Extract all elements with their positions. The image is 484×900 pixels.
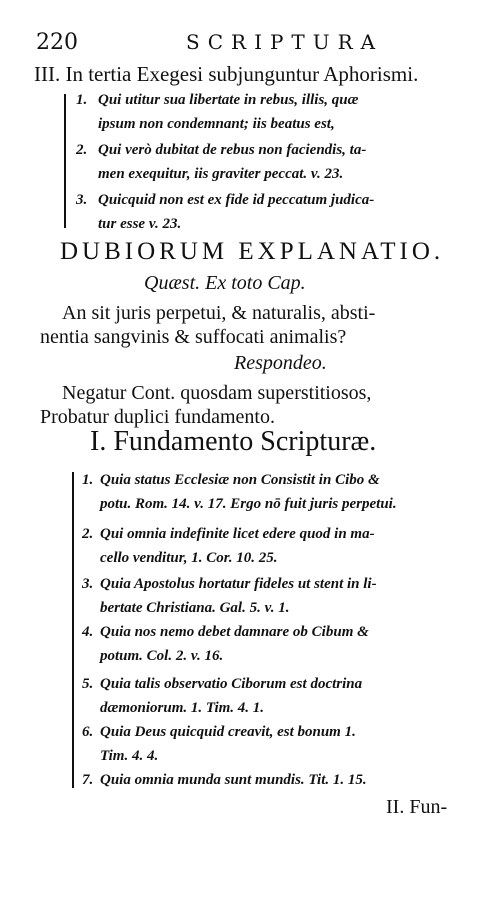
quaestio-heading: Quæst. Ex toto Cap.	[144, 272, 306, 294]
reason-6-line-2: Tim. 4. 4.	[100, 748, 159, 764]
reason-1-line-2: potu. Rom. 14. v. 17. Ergo nō fuit juris perpetui.	[100, 496, 397, 512]
page-header	[36, 30, 472, 58]
intro-line: III. In tertia Exegesi subjunguntur Aphorismi.	[34, 62, 419, 86]
aphorism-brace	[64, 94, 66, 228]
reason-5-line-1: Quia talis observatio Ciborum est doctrina	[100, 676, 363, 692]
fundamentum-heading: I. Fundamento Scripturæ.	[90, 426, 377, 457]
reason-5-number: 5.	[82, 676, 94, 692]
aphorism-2-line-2: men exequitur, iis graviter peccat. v. 23.	[98, 166, 344, 182]
catchword: II. Fun-	[386, 796, 448, 818]
aphorism-3-line-2: tur esse v. 23.	[98, 216, 182, 232]
reason-4-line-1: Quia nos nemo debet damnare ob Cibum &	[100, 624, 369, 640]
reason-7-number: 7.	[82, 772, 94, 788]
aphorism-2-line-1: Qui verò dubitat de rebus non faciendis, ta-	[98, 142, 367, 158]
reason-7-line-1: Quia omnia munda sunt mundis. Tit. 1. 15.	[100, 772, 367, 788]
answer-line-1: Negatur Cont. quosdam superstitiosos,	[62, 382, 372, 404]
aphorism-3-line-1: Quicquid non est ex fide id peccatum judica-	[98, 192, 375, 208]
reason-3-number: 3.	[82, 576, 94, 592]
running-title: SCRIPTURA	[186, 30, 384, 54]
reason-4-number: 4.	[82, 624, 94, 640]
reason-1-line-1: Quia status Ecclesiæ non Consistit in Cibo &	[100, 472, 380, 488]
reason-4-line-2: potum. Col. 2. v. 16.	[100, 648, 224, 664]
aphorism-1-line-1: Qui utitur sua libertate in rebus, illis, quæ	[98, 92, 359, 108]
aphorism-1-number: 1.	[76, 92, 88, 108]
question-line-2: nentia sangvinis & suffocati animalis?	[40, 326, 347, 348]
reasons-brace	[72, 472, 74, 788]
reason-6-number: 6.	[82, 724, 94, 740]
answer-line-2: Probatur duplici fundamento.	[40, 406, 275, 428]
page-number: 220	[36, 30, 78, 55]
question-line-1: An sit juris perpetui, & naturalis, absti-	[62, 302, 376, 324]
aphorism-1-line-2: ipsum non condemnant; iis beatus est,	[98, 116, 335, 132]
reason-2-number: 2.	[82, 526, 94, 542]
section-heading: DUBIORUM EXPLANATIO.	[60, 238, 445, 265]
reason-2-line-1: Qui omnia indefinite licet edere quod in ma-	[100, 526, 375, 542]
reason-1-number: 1.	[82, 472, 94, 488]
reason-3-line-1: Quia Apostolus hortatur fideles ut stent in li-	[100, 576, 377, 592]
aphorism-2-number: 2.	[76, 142, 88, 158]
reason-5-line-2: dæmoniorum. 1. Tim. 4. 1.	[100, 700, 265, 716]
reason-2-line-2: cello venditur, 1. Cor. 10. 25.	[100, 550, 278, 566]
reason-3-line-2: bertate Christiana. Gal. 5. v. 1.	[100, 600, 290, 616]
reason-6-line-1: Quia Deus quicquid creavit, est bonum 1.	[100, 724, 356, 740]
respondeo-heading: Respondeo.	[234, 352, 327, 374]
aphorism-3-number: 3.	[76, 192, 88, 208]
